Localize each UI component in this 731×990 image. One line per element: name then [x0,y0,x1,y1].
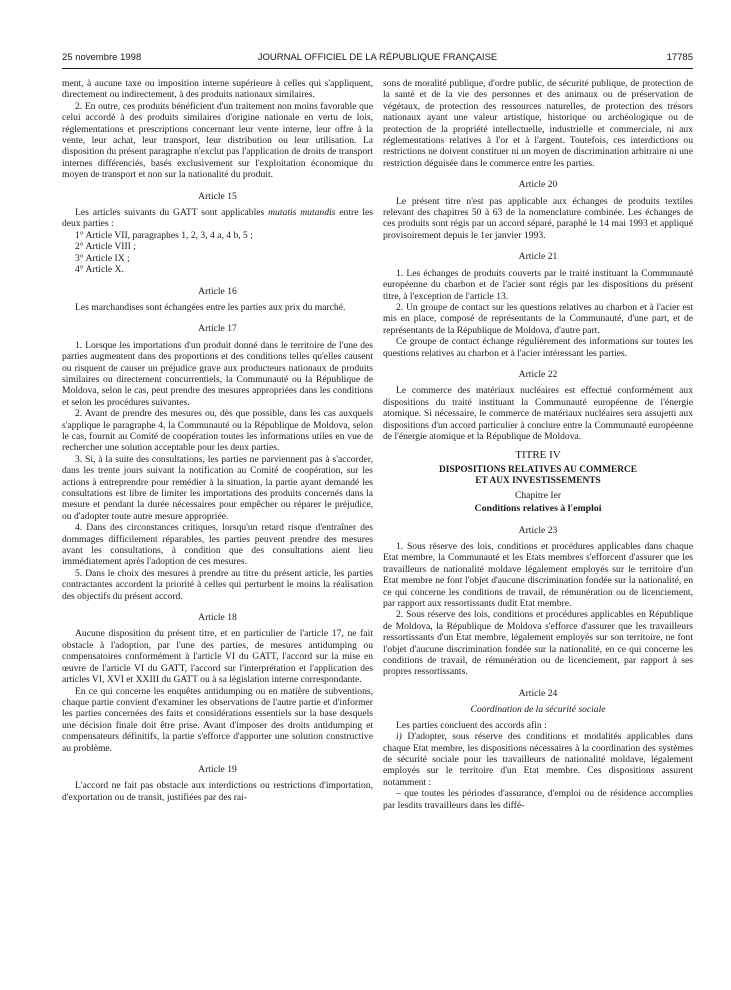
paragraph: Le commerce des matériaux nucléaires est effectué conformément aux dispositions du traité instituant la Communauté européenne de l'énergie atomique. Si nécessaire, le commerce de matériaux nucléaires sera assujetti aux dispositions d'un accord particulier à conclure entre la Communauté européenne de l'énergie atomique et la République de Moldova. [383,385,693,442]
paragraph: 2. Avant de prendre des mesures ou, dès que possible, dans les cas auxquels s'applique le paragraphe 4, la Communauté ou la République de Moldova, selon le cas, fournit au Comité de coopération toutes les informations utiles en vue de rechercher une solution acceptable pour les deux parties. [62,408,373,454]
paragraph: sons de moralité publique, d'ordre public, de sécurité publique, de protection de la santé et de la vie des personnes et des animaux ou de préservation de végétaux, de protection des ressources naturelles, de protection des trésors nationaux ayant une valeur artistique, historique ou archéologique ou de protection de la propriété intellectuelle, industrielle et commerciale, ni aux réglementations relatives à l'or et à l'argent. Toutefois, ces interdictions ou restrictions ne doivent constituer ni un moyen de discrimination arbitraire ni une restriction déguisée dans le commerce entre les parties. [383,78,693,169]
paragraph: 2. En outre, ces produits bénéficient d'un traitement non moins favorable que celui accordé à des produits similaires d'origine nationale en vertu de lois, réglementations et prescriptions concernant leur vente interne, leur offre à la vente, leur achat, leur transport, leur distribution ou leur utilisation. La disposition du présent paragraphe n'exclut pas l'application de droits de transport internes différenciés, basés exclusivement sur l'exploitation économique du moyen de transport et non sur la nationalité du produit. [62,100,373,181]
paragraph: Les parties concluent des accords afin : [396,719,547,731]
article-heading: Article 22 [518,368,558,380]
chapter-heading: Chapitre Ier [514,489,562,501]
article-heading: Article 19 [198,763,237,775]
paragraph: Les marchandises sont échangées entre les parties aux prix du marché. [75,301,346,313]
enum-label: i) [396,731,402,743]
paragraph: 1. Sous réserve des lois, conditions et procédures applicables dans chaque Etat membre, la Communauté et les Etats membres s'efforcent d'assurer que les travailleurs de nationalité moldave légalement employés sur le territoire d'un Etat membre ne font l'objet d'aucune discrimination fondée sur la nationalité, en ce qui concerne les conditions de travail, de rémunération ou de licenciement, par rapport aux ressortissants dudit Etat membre. [383,541,693,610]
article-heading: Article 15 [198,190,237,202]
header-rule [62,68,693,69]
paragraph: 3. Si, à la suite des consultations, les parties ne parviennent pas à s'accorder, dans les trente jours suivant la notification au Comité de coopération, sur les actions à entreprendre pour remédier à la situation, la partie ayant demandé les consultations est libre de limiter les importations des produits concernés dans la mesure et pendant la durée nécessaires pour empêcher ou réparer le préjudice, ou d'adopter toute autre mesure appropriée. [62,453,373,522]
header-journal-title: JOURNAL OFFICIEL DE LA RÉPUBLIQUE FRANÇAISE [257,52,498,63]
list-item: 3° Article IX ; [75,252,130,264]
list-item: 1° Article VII, paragraphes 1, 2, 3, 4 a, 4 b, 5 ; [75,229,253,241]
paragraph: – que toutes les périodes d'assurance, d'emploi ou de résidence accomplies par lesdits travailleurs dans les diffé- [383,788,693,811]
page-header [62,52,693,66]
paragraph: 2. Un groupe de contact sur les questions relatives au charbon et à l'acier est mis en place, composé de représentants de la Communauté, d'une part, et de représentants de la République de Moldova, d'autre part. [383,301,693,336]
paragraph: Aucune disposition du présent titre, et en particulier de l'article 17, ne fait obstacle à l'adoption, par l'une des parties, de mesures antidumping ou compensatoires conformément à l'article VI du GATT, l'accord sur la mise en œuvre de l'article VI du GATT, l'accord sur l'interprétation et l'application des articles VI, XVI et XXIII du GATT ou à sa législation interne correspondante. [62,628,373,686]
article-heading: Article 21 [518,251,558,263]
paragraph: Ce groupe de contact échange régulièrement des informations sur toutes les questions relatives au charbon et à l'acier intéressant les parties. [383,336,693,359]
article-heading: Article 18 [198,612,237,624]
paragraph: 5. Dans le choix des mesures à prendre au titre du présent article, les parties contractantes accordent la priorité à celles qui perturbent le moins la réalisation des objectifs du présent accord. [62,567,373,602]
article-heading: Article 24 [518,687,558,699]
title-subheading: ET AUX INVESTISSEMENTS [475,475,601,486]
list-item: 4° Article X. [75,264,124,276]
paragraph: 4. Dans des circonstances critiques, lorsqu'un retard risque d'entraîner des dommages difficilement réparables, les parties peuvent prendre des mesures avant les consultations, à condition que des consultations aient lieu immédiatement après l'adoption de ces mesures. [62,522,373,568]
title-subheading: DISPOSITIONS RELATIVES AU COMMERCE [438,464,638,475]
article-heading: Article 23 [518,524,558,536]
paragraph: 1. Lorsque les importations d'un produit donné dans le territoire de l'une des parties augmentent dans des proportions et des conditions telles qu'elles causent ou risquent de causer un préjudice grave aux producteurs nationaux de produits similaires ou directement concurrentiels, la Communauté ou la République de Moldova, selon le cas, peut prendre des mesures appropriées dans les conditions et selon les procédures suivantes. [62,339,373,408]
paragraph: 2. Sous réserve des lois, conditions et procédures applicables en République de Moldova, la République de Moldova s'efforce d'assurer que les travailleurs ressortissants d'un Etat membre, légalement employés sur son territoire, ne font l'objet d'aucune discrimination fondée sur la nationalité, en ce qui concerne les conditions de travail, de rémunération ou de licenciement, par rapport à ses propres ressortissants. [383,609,693,678]
left-column [62,78,373,803]
article-heading: Article 16 [198,285,237,297]
paragraph: En ce qui concerne les enquêtes antidumping ou en matière de subventions, chaque partie convient d'examiner les observations de l'autre partie et d'informer les parties concernées des faits et considérations essentiels sur la base desquels une décision finale doit être prise. Avant d'imposer des droits antidumping et compensateurs définitifs, la partie s'efforce d'apporter une solution constructive au problème. [62,685,373,754]
paragraph: Le présent titre n'est pas applicable aux échanges de produits textiles relevant des chapitres 50 à 63 de la nomenclature combinée. Les échanges de ces produits sont régis par un accord séparé, paraphé le 14 mai 1993 et appliqué provisoirement depuis le 1er janvier 1993. [383,195,693,241]
paragraph: i) D'adopter, sous réserve des conditions et modalités applicables dans chaque Etat membre, les dispositions nécessaires à la coordination des systèmes de sécurité sociale pour les travailleurs de nationalité moldave, légalement employés sur le territoire d'un Etat membre. Ces dispositions assurent notamment : [383,731,693,788]
paragraph: ment, à aucune taxe ou imposition interne supérieure à celles qui s'appliquent, directement ou indirectement, à des produits nationaux similaires. [62,78,373,101]
list-item: 2° Article VIII ; [75,241,136,253]
article-heading: Article 20 [518,179,558,191]
header-page-number: 17785 [666,52,693,63]
paragraph: Les articles suivants du GATT sont applicables mutatis mutandis entre les deux parties : [62,207,373,230]
paragraph: 1. Les échanges de produits couverts par le traité instituant la Communauté européenne du charbon et de l'acier sont régis par les dispositions du présent titre, à l'exception de l'article 13. [383,267,693,302]
chapter-title: Conditions relatives à l'emploi [474,503,602,515]
right-column [383,78,693,811]
header-date: 25 novembre 1998 [62,52,142,63]
article-heading: Article 17 [198,323,237,335]
title-heading: TITRE IV [515,449,561,462]
article-subtitle: Coordination de la sécurité sociale [470,704,606,716]
paragraph: L'accord ne fait pas obstacle aux interdictions ou restrictions d'importation, d'exportation ou de transit, justifiées par des rai- [62,780,373,803]
